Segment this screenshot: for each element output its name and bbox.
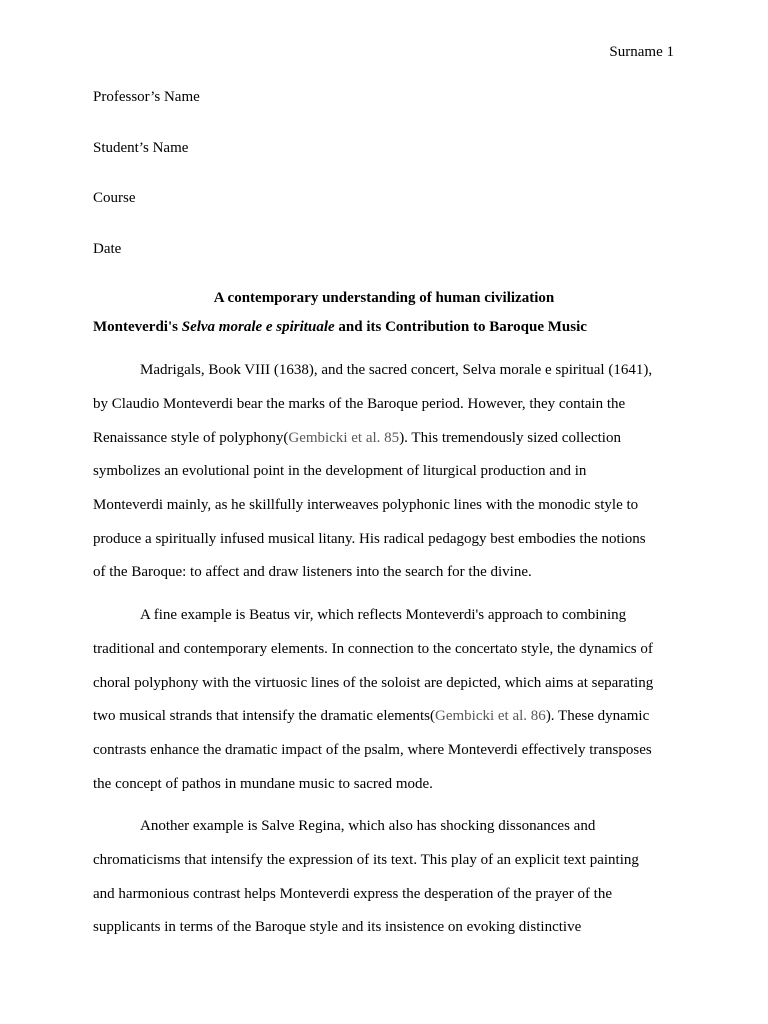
paragraph-3-line-1: Another example is Salve Regina, which also has shocking dissonances and	[140, 818, 596, 834]
course-name: Course	[93, 190, 136, 206]
paragraph-2-line-2: traditional and contemporary elements. In connection to the concertato style, the dynamics of	[93, 641, 653, 657]
paragraph-1-line-2: by Claudio Monteverdi bear the marks of the Baroque period. However, they contain the	[93, 396, 626, 412]
paragraph-1-line-5: Monteverdi mainly, as he skillfully interweaves polyphonic lines with the monodic style to	[93, 497, 639, 513]
date-line: Date	[93, 241, 122, 257]
paragraph-3-line-2: chromaticisms that intensify the expression of its text. This play of an explicit text painting	[93, 852, 639, 868]
paragraph-1-line-6: produce a spiritually infused musical litany. His radical pedagogy best embodies the notions	[93, 531, 646, 547]
citation: Gembicki et al. 86	[435, 708, 546, 724]
paragraph-1-line-7: of the Baroque: to affect and draw listeners into the search for the divine.	[93, 564, 532, 580]
essay-title: A contemporary understanding of human civilization	[213, 290, 555, 306]
running-head: Surname 1	[609, 44, 674, 60]
paragraph-2-line-4	[93, 707, 649, 725]
citation: Gembicki et al. 85	[288, 430, 400, 446]
subtitle-before: Monteverdi's	[93, 319, 182, 335]
student-name: Student’s Name	[93, 140, 189, 156]
professor-name: Professor’s Name	[93, 89, 200, 105]
essay-subtitle	[93, 318, 587, 336]
paragraph-2-line-3: choral polyphony with the virtuosic lines of the soloist are depicted, which aims at separating	[93, 675, 654, 691]
text-span: ). These dynamic	[545, 708, 650, 724]
paragraph-2-line-6: the concept of pathos in mundane music to sacred mode.	[93, 776, 433, 792]
paragraph-1-line-4: symbolizes an evolutional point in the development of liturgical production and in	[93, 463, 587, 479]
paragraph-1-line-3	[93, 429, 621, 447]
paragraph-2-line-5: contrasts enhance the dramatic impact of the psalm, where Monteverdi effectively transposes	[93, 742, 652, 758]
paragraph-2-line-1: A fine example is Beatus vir, which reflects Monteverdi's approach to combining	[140, 607, 627, 623]
text-span: ). This tremendously sized collection	[399, 430, 621, 446]
paragraph-3-line-4: supplicants in terms of the Baroque style and its insistence on evoking distinctive	[93, 919, 582, 935]
text-span: Renaissance style of polyphony(	[93, 430, 289, 446]
subtitle-after: and its Contribution to Baroque Music	[334, 319, 587, 335]
text-span: two musical strands that intensify the dramatic elements(	[93, 708, 435, 724]
subtitle-italic: Selva morale e spirituale	[181, 319, 335, 335]
paragraph-1-line-1: Madrigals, Book VIII (1638), and the sacred concert, Selva morale e spiritual (1641),	[140, 362, 653, 378]
paragraph-3-line-3: and harmonious contrast helps Monteverdi express the desperation of the prayer of the	[93, 886, 613, 902]
